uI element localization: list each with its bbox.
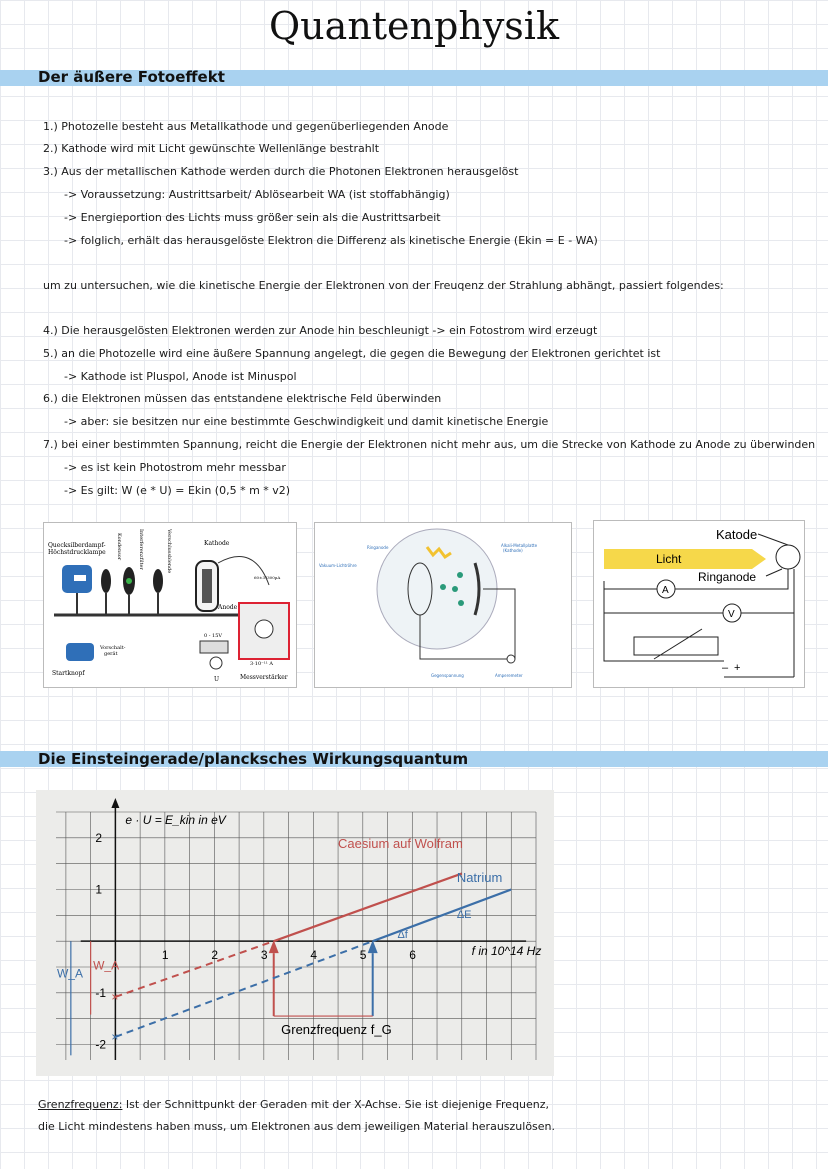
x-tick-label: 1 [161,948,169,963]
lamp-window [74,575,86,581]
text-line: 1.) Photozelle besteht aus Metallkathode und gegenüberliegenden Anode [43,120,449,133]
minus-label: – [722,662,729,674]
text-line: 5.) an die Photozelle wird eine äußere Spannung angelegt, die gegen die Bewegung der Elektronen gerichtet ist [43,347,661,360]
photocell-figure [314,522,572,688]
series-dashed-line [115,941,273,997]
alkali-label-1: Alkali-Metallplatte [501,543,538,548]
filter-label: Interferenzfilter [138,529,144,570]
vakuum-label: Vakuum-Lichtröhre [319,563,357,568]
electron [457,572,463,578]
vorschalt-label-2: gerät [104,651,118,657]
text-line: -> folglich, erhält das herausgelöste Elektron die Differenz als kinetische Energie (Ekin = E - WA) [64,234,598,247]
text-line: -> Es gilt: W (e * U) = Ekin (0,5 * m * v2) [64,484,291,497]
intercept-mark: × [111,1029,119,1044]
chart-svg [36,790,554,1076]
delta-f-label: Δf [397,929,408,942]
gegenspannung-label: Gegenspannung [431,673,464,678]
u-label: U [214,676,220,683]
power-supply [200,641,228,653]
y-axis-label: e · U = E_kin in eV [125,813,226,827]
amperemeter [507,655,515,663]
grenzfrequenz-note-line1 [38,1098,549,1111]
vorschalt-label [99,645,126,657]
text-line: 3.) Aus der metallischen Kathode werden durch die Photonen Elektronen herausgelöst [43,165,519,178]
alkali-label-2: (Kathode) [503,548,523,553]
grenzfrequenz-note-line2: die Licht mindestens haben muss, um Elektronen aus dem jeweiligen Material herauszulösen. [38,1120,556,1133]
ringanode-wire [766,569,782,576]
einstein-chart [36,790,554,1076]
delta-e-label: ΔE [456,908,472,921]
x-tick-label: 5 [359,948,367,963]
intercept-mark: × [111,989,119,1004]
kathode-label: Kathode [204,540,230,547]
vorschalt-label-1: Vorschalt- [100,645,126,651]
ringanode-label: Ringanode [698,570,757,584]
circuit-top [604,569,788,589]
kondensor-label: Kondensor [116,533,122,561]
alkali-label [501,543,538,553]
electron [440,584,446,590]
series-label: Natrium [456,869,503,885]
cathode-plate [202,569,212,603]
grenzfrequenz-term: Grenzfrequenz: [38,1098,123,1111]
current-range-label: 3·10⁻¹¹ A [250,661,273,667]
section-heading-einsteingerade: Die Einsteingerade/plancksches Wirkungsquantum [38,750,469,768]
a-label: A [662,585,669,596]
y-tick-label: 2 [95,830,103,845]
licht-label: Licht [656,552,682,566]
text-line: -> es ist kein Photostrom mehr messbar [64,461,286,474]
blende-label: Verschlussblende [166,529,172,574]
katode-wire [758,534,788,545]
electron [458,600,464,606]
photocell-symbol [776,545,800,569]
text-line: -> Energieportion des Lichts muss größer sein als die Austrittsarbeit [64,211,441,224]
lamp-label-2: Höchstdrucklampe [48,549,106,556]
text-line: 7.) bei einer bestimmten Spannung, reicht die Energie der Elektronen nicht mehr aus, um die Strecke von Kathode zu Anode zu überwinden [43,438,816,451]
x-axis-label: f in 10^14 Hz [471,944,542,959]
v-label: V [728,609,735,620]
apparatus-figure [43,522,297,688]
amperemeter-label: Amperemeter [495,673,523,678]
shutter [153,569,163,593]
wa-label-natrium: W_A [56,966,84,981]
section-heading-fotoeffekt: Der äußere Fotoeffekt [38,68,225,86]
x-tick-label: 4 [310,948,318,963]
x-tick-label: 3 [260,948,268,963]
startknopf-label: Startknopf [52,670,85,677]
lamp-label [48,542,106,556]
y-axis-arrow [111,798,119,808]
anode-label: Anode [218,604,238,611]
electron [452,586,458,592]
page-title: Quantenphysik [269,4,559,48]
x-tick-label: 6 [409,948,416,963]
lamp-label-1: Quecksilberdampf- [48,542,106,549]
kondensor-lens [101,569,111,593]
series-label: Caesium auf Wolfram [338,836,463,852]
y-tick-label: -2 [95,1037,107,1052]
note-text1: Ist der Schnittpunkt der Geraden mit der X-Achse. Sie ist diejenige Frequenz, [122,1098,550,1111]
potentiometer [634,637,718,655]
wa-label-caesium: W_A [93,958,120,973]
range-label: 60±3?300µA [254,575,281,580]
vorschaltgeraet [66,643,94,661]
text-line: 6.) die Elektronen müssen das entstandene elektrische Feld überwinden [43,392,442,405]
filter-green [126,578,132,584]
text-line: -> Voraussetzung: Austrittsarbeit/ Ablösearbeit WA (ist stoffabhängig) [64,188,450,201]
grenzfrequenz-label: Grenzfrequenz f_G [281,1022,392,1038]
text-line: 2.) Kathode wird mit Licht gewünschte Wellenlänge bestrahlt [43,142,380,155]
threshold-arrow [269,940,279,953]
text-line: um zu untersuchen, wie die kinetische Energie der Elektronen von der Freuqenz der Strahlung abhängt, passiert folgendes: [43,279,724,292]
y-tick-label: -1 [95,985,107,1000]
voltmeter [210,657,222,669]
x-tick-label: 2 [211,948,219,963]
voltage-label: 0 - 15V [204,633,223,639]
series-line [274,874,462,942]
meter-dial [255,620,273,638]
text-line: -> aber: sie besitzen nur eine bestimmte Geschwindigkeit und damit kinetische Energie [64,415,549,428]
light-arrow [604,549,766,569]
y-tick-label: 1 [95,882,103,897]
messverstaerker-label: Messverstärker [240,674,288,681]
plus-label: + [734,662,741,674]
circuit-figure [593,520,805,688]
wire [218,557,269,585]
katode-label: Katode [716,527,758,542]
text-line: -> Kathode ist Pluspol, Anode ist Minuspol [64,370,297,383]
ringanode-label: Ringanode [367,545,389,550]
text-line: 4.) Die herausgelösten Elektronen werden zur Anode hin beschleunigt -> ein Fotostrom wird erzeugt [43,324,598,337]
